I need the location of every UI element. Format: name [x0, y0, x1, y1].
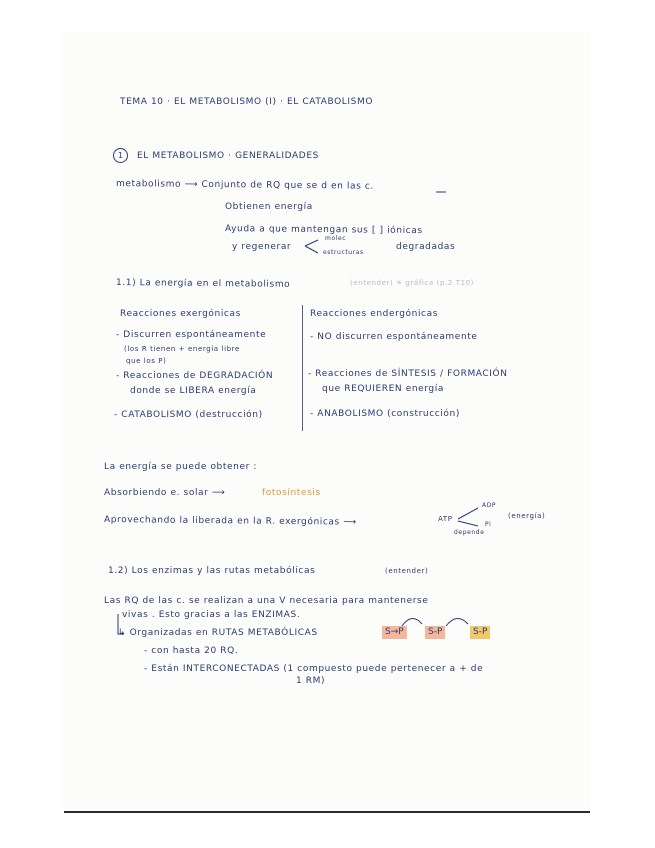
routes-interconnected: - Están INTERCONECTADAS (1 compuesto puede pertenecer a + de	[144, 664, 484, 674]
route-step-2: S-P	[425, 626, 445, 639]
exergonic-point-releases: donde se LIBERA energía	[130, 386, 257, 396]
pi-label: Pi	[485, 521, 492, 528]
route-step-3: S-P	[470, 626, 490, 639]
routes-interconnected-cont: 1 RM)	[296, 676, 326, 686]
route-step-1: S→P	[382, 626, 407, 639]
endergonic-point-anabolism: - ANABOLISMO (construcción)	[310, 409, 460, 419]
endergonic-column-title: Reacciones endergónicas	[310, 309, 439, 319]
regenerate-degraded: degradadas	[396, 242, 456, 252]
adp-label: ADP	[482, 502, 497, 509]
exergonic-point-degradation: - Reacciones de DEGRADACIÓN	[116, 371, 274, 381]
section12-aside: (entender)	[385, 567, 429, 575]
energy-intro: La energía se puede obtener :	[104, 462, 257, 472]
endergonic-point-synthesis: - Reacciones de SÍNTESIS / FORMACIÓN	[308, 369, 508, 379]
section-number-badge: 1	[113, 148, 128, 163]
exergonic-point-energy-note-cont: que los P)	[126, 357, 167, 365]
definition-point-regenerate: y regenerar	[232, 242, 292, 252]
section11-heading: 1.1) La energía en el metabolismo	[115, 278, 291, 290]
depends-label: depende	[454, 529, 485, 536]
photosynthesis-label: fotosíntesis	[262, 488, 321, 498]
endergonic-point-not-spontaneous: - NO discurren espontáneamente	[310, 332, 478, 342]
exergonic-point-spontaneous: - Discurren espontáneamente	[116, 330, 267, 340]
metabolism-definition: metabolismo ⟶ Conjunto de RQ que se d en las c.	[115, 179, 374, 192]
energy-exergonic: Aprovechando la liberada en la R. exergónicas ⟶	[103, 515, 357, 528]
energy-solar: Absorbiendo e. solar ⟶	[104, 488, 226, 498]
enzymes-line2: vivas . Esto gracias a las ENZIMAS.	[122, 610, 301, 620]
routes-up-to-20: - con hasta 20 RQ.	[144, 646, 239, 656]
exergonic-point-energy-note: (los R tienen + energía libre	[124, 345, 240, 353]
energy-note: (energía)	[508, 512, 546, 520]
routes-organized: ↳ Organizadas en RUTAS METABÓLICAS	[118, 628, 318, 638]
page-title: TEMA 10 · EL METABOLISMO (I) · EL CATABOLISMO	[120, 97, 374, 107]
definition-point-energy: Obtienen energía	[225, 202, 313, 212]
section11-aside: (entender) ✳ gráfica (p.2 T10)	[350, 279, 475, 287]
atp-label: ATP	[438, 515, 453, 523]
regenerate-option-structures: estructuras	[323, 249, 364, 256]
definition-point-ions: Ayuda a que mantengan sus [ ] iónicas	[224, 224, 423, 237]
exergonic-column-title: Reacciones exergónicas	[120, 309, 241, 319]
enzymes-line1: Las RQ de las c. se realizan a una V necesaria para mantenerse	[104, 596, 429, 606]
regenerate-option-molecules: molec	[325, 235, 347, 242]
endergonic-point-requires: que REQUIEREN energía	[322, 384, 444, 394]
section1-heading: EL METABOLISMO · GENERALIDADES	[137, 151, 319, 161]
exergonic-point-catabolism: - CATABOLISMO (destrucción)	[114, 410, 263, 420]
section12-heading: 1.2) Los enzimas y las rutas metabólicas	[108, 566, 316, 576]
